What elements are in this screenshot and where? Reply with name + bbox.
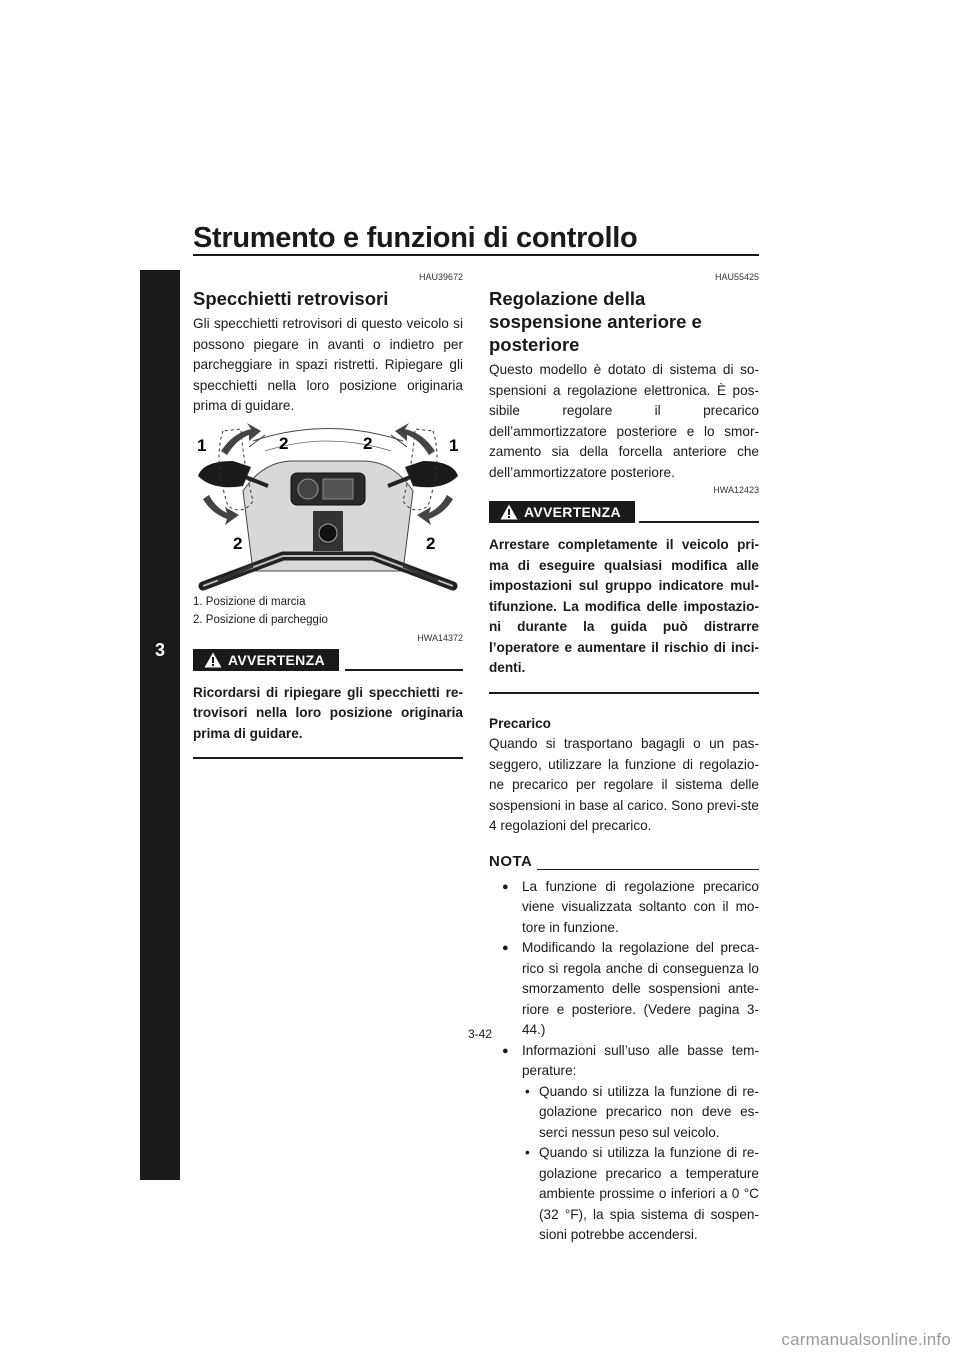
figure-label-1-left: 1: [197, 435, 207, 455]
warning-header: [489, 501, 759, 525]
caption-item: 1. Posizione di marcia: [193, 595, 306, 608]
preload-body: Quando si trasportano bagagli o un pas-seggero, utilizzare la funzione di regolazio-ne precarico per regolare il sistema delle sospensioni in base al carico. Sono previ-ste 4 regolazioni del precarico.: [489, 736, 759, 833]
header-rule: [193, 254, 759, 256]
section-title-mirrors: Specchietti retrovisori: [193, 288, 389, 309]
section-code: HAU55425: [714, 272, 759, 282]
figure-label-1-right: 1: [449, 435, 459, 455]
warning-code: HWA14372: [417, 632, 463, 643]
warning-label: AVVERTENZA: [228, 651, 325, 668]
warning-text: Ricordarsi di ripiegare gli specchietti re-trovisori nella loro posizione originaria prima di guidare.: [193, 684, 463, 741]
nota-rule: [537, 869, 759, 870]
warning-header-rule: [639, 521, 759, 523]
warning-label-box: [489, 501, 635, 523]
list-item: ● Modificando la regolazione del preca-rico si regola anche di conseguenza lo smorzamento delle sospensioni ante-riore e posteriore. (Vedere pagina 3-44.): [489, 938, 759, 1041]
warning-body: [489, 535, 759, 679]
warning-header: [193, 649, 463, 673]
chapter-tab: [140, 270, 180, 1180]
left-column: [193, 270, 463, 759]
suspension-body: Questo modello è dotato di sistema di so-spensioni a regolazione elettronica. È pos-sibile regolare il precarico dell’ammortizzatore posteriore e lo smor-zamento sia della forcella anteriore che dell’ammortizzatore posteriore.: [489, 362, 759, 480]
figure-label-2-right: 2: [363, 433, 373, 453]
right-column: [489, 270, 759, 1246]
chapter-number: 3: [154, 640, 165, 660]
arrow-forward-right-icon: [395, 423, 435, 455]
section-title-suspension: Regolazione della sospensione anteriore e posteriore: [489, 288, 702, 355]
warning-triangle-icon: [204, 652, 222, 668]
warning-end-rule: [193, 757, 463, 759]
page-header-title: Strumento e funzioni di controllo: [193, 222, 638, 254]
warning-text: Arrestare completamente il veicolo pri-ma di eseguire qualsiasi modifica alle impostazioni sul gruppo indicatore mul-tifunzione. La modifica delle impostazio-ni durante la guida può distrarre l’operatore e aumentare il rischio di inci-denti.: [489, 537, 759, 675]
list-item: ● La funzione di regolazione precarico viene visualizzata soltanto con il mo-tore in funzione.: [489, 877, 759, 939]
nota-header: [489, 851, 759, 873]
nota-sublist: [522, 1082, 759, 1246]
warning-header-rule: [345, 669, 463, 671]
list-item-text: Informazioni sull’uso alle basse tem-perature:: [522, 1042, 759, 1078]
warning-end-rule: [489, 692, 759, 694]
warning-triangle-icon: [500, 504, 518, 520]
watermark: carmanualsonline.info: [781, 1330, 951, 1349]
motorcycle-cockpit-illustration: [193, 421, 463, 591]
sub-list-item: • Quando si utilizza la funzione di re-golazione precarico non deve es-serci nessun peso sul veicolo.: [522, 1082, 759, 1144]
caption-item: 2. Posizione di parcheggio: [193, 613, 328, 626]
warning-label-box: [193, 649, 339, 671]
sub-list-item: • Quando si utilizza la funzione di re-golazione precarico a temperature ambiente prossime o inferiori a 0 °C (32 °F), la spia sistema di sospen-sioni potrebbe accendersi.: [522, 1143, 759, 1246]
arrow-forward-left-icon: [221, 423, 261, 455]
nota-list: [489, 877, 759, 1246]
mirrors-figure: [193, 421, 463, 591]
section-code: HAU39672: [418, 272, 463, 282]
list-item: [489, 1041, 759, 1246]
nota-label: NOTA: [489, 852, 533, 870]
mirrors-body: Gli specchietti retrovisori di questo veicolo si possono piegare in avanti o indietro per parcheggiare in spazi ristretti. Ripiegare gli specchietti nella loro posizione originaria prima di guidare.: [193, 316, 463, 413]
subhead-preload: Precarico: [489, 715, 551, 731]
figure-label-2-bottom-left: 2: [233, 533, 243, 553]
page-number: 3-42: [467, 1027, 493, 1041]
figure-captions: [193, 593, 463, 629]
warning-code: HWA12423: [713, 485, 759, 495]
arrow-back-right-icon: [417, 495, 453, 525]
warning-label: AVVERTENZA: [524, 504, 621, 520]
warning-body: [193, 683, 463, 745]
figure-label-2-left: 2: [279, 433, 289, 453]
arrow-back-left-icon: [203, 495, 239, 525]
figure-label-2-bottom-right: 2: [426, 533, 436, 553]
